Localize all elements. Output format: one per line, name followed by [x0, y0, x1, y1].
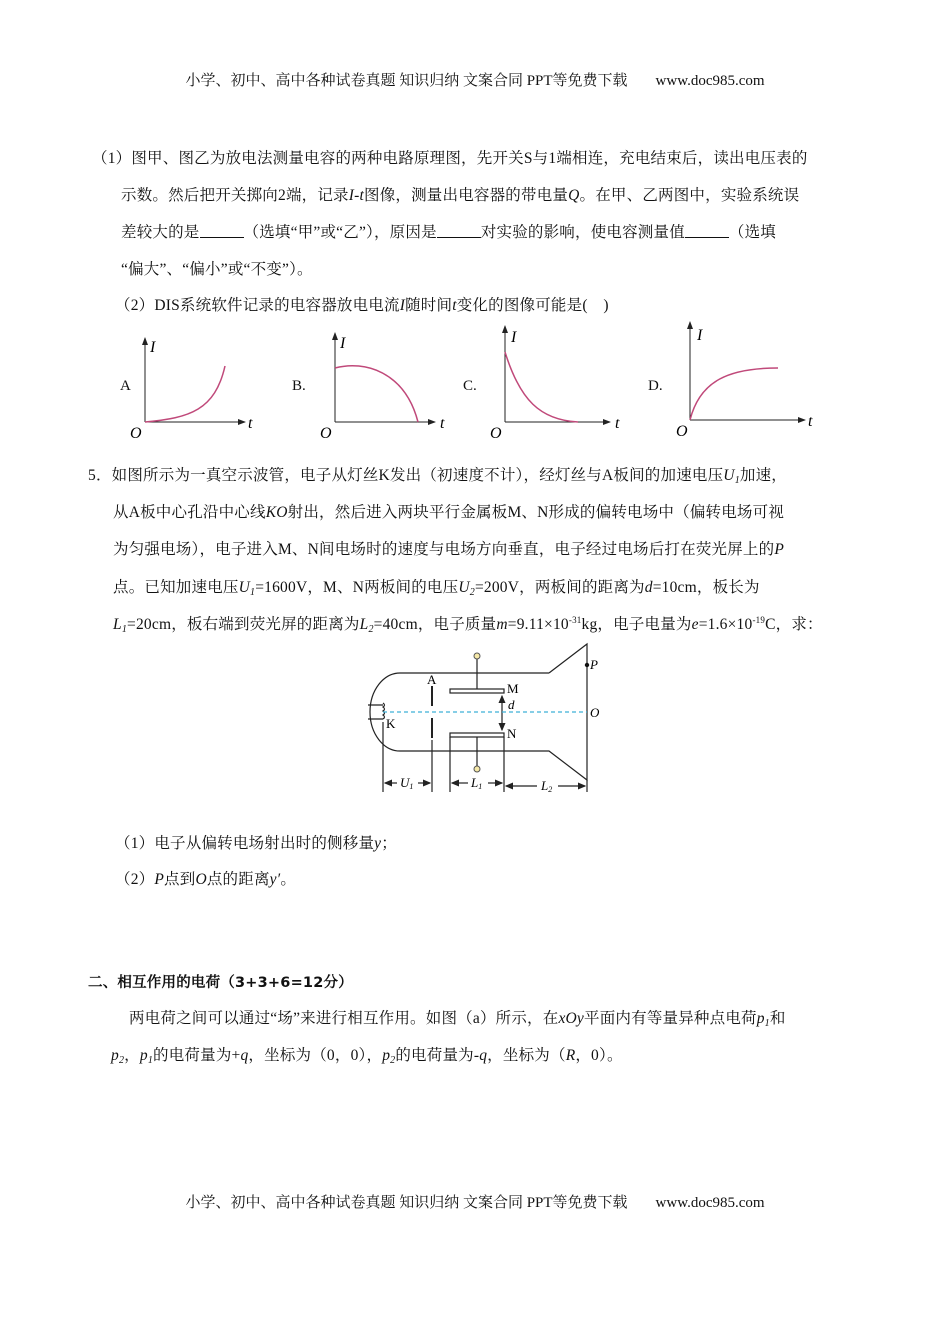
point-p [585, 663, 589, 667]
text-segment: 点的距离 [206, 871, 270, 888]
text-segment: ，坐标为（ [487, 1047, 566, 1064]
axis-label-i: I [340, 335, 346, 352]
text-segment: -19 [752, 615, 766, 625]
text-segment: KO [265, 504, 288, 521]
text-segment: y [374, 835, 382, 852]
text-segment: ，坐标为（0，0）， [248, 1047, 383, 1064]
text-segment: 点。已知加速电压 [113, 579, 239, 596]
text-segment: L [113, 616, 122, 633]
option-d-label[interactable]: D. [648, 378, 663, 394]
text-line [115, 867, 296, 889]
plate-m [450, 689, 504, 693]
answer-blank[interactable] [685, 223, 729, 238]
text-segment: 射出，然后进入两块平行金属板M、N形成的偏转电场中（偏转电场可视 [287, 504, 785, 521]
footer-text: 小学、初中、高中各种试卷真题 知识归纳 文案合同 PPT等免费下载 [185, 1195, 628, 1211]
option-b-label[interactable]: B. [292, 378, 306, 394]
text-segment: 1 [734, 475, 740, 486]
header-text: 小学、初中、高中各种试卷真题 知识归纳 文案合同 PPT等免费下载 [185, 73, 628, 89]
text-segment: =40cm，电子质量 [373, 616, 497, 633]
text-segment: 2 [469, 587, 475, 598]
axis-label-i: I [697, 327, 703, 344]
text-segment: kg，电子电量为 [581, 616, 692, 633]
current-curve [505, 352, 578, 422]
text-segment: 为匀强电场），电子进入M、N间电场时的速度与电场方向垂直，电子经过电场后打在荧光屏上的 [113, 541, 775, 558]
text-segment: 图像，测量出电容器的带电量 [364, 187, 569, 204]
text-line [113, 537, 784, 559]
text-segment: P [774, 541, 785, 558]
text-line [115, 831, 397, 853]
text-segment: 随时间 [405, 297, 453, 314]
text-segment: t [452, 297, 457, 314]
text-segment: 二、相互作用的电荷（3+3+6=12分） [88, 975, 353, 991]
text-segment: p [111, 1047, 119, 1064]
option-b-graph[interactable] [320, 333, 445, 442]
axis-label-t: t [248, 415, 253, 432]
text-segment: I [399, 297, 406, 314]
section-heading [88, 971, 353, 992]
text-segment: d [644, 579, 653, 596]
origin-label: O [320, 425, 332, 442]
footer-url: www.doc985.com [655, 1195, 765, 1211]
axis-label-t: t [440, 415, 445, 432]
text-segment: =1.6×10 [698, 616, 753, 633]
current-curve [145, 366, 225, 422]
text-segment: “偏大”、“偏小”或“不变”）。 [121, 261, 313, 278]
text-segment: 1 [121, 624, 128, 635]
oscilloscope-tube-diagram [355, 640, 615, 800]
text-segment: 2 [390, 1055, 396, 1066]
text-segment: 和 [769, 1010, 786, 1027]
current-curve [335, 366, 418, 422]
text-line [111, 1043, 623, 1066]
text-segment: 从A板中心孔沿中心线 [113, 504, 266, 521]
text-line [88, 463, 787, 486]
label-k: K [386, 716, 396, 731]
text-segment: 。 [280, 871, 297, 888]
text-segment: 差较大的是 [121, 224, 200, 241]
origin-label: O [130, 425, 142, 442]
text-segment: y′ [269, 871, 281, 888]
text-segment: q [240, 1047, 249, 1064]
text-segment: 示数。然后把开关掷向2端，记录 [121, 187, 349, 204]
text-segment: ， [124, 1047, 140, 1064]
text-segment: 点到 [164, 871, 196, 888]
text-segment: O [195, 871, 207, 888]
text-line [113, 575, 760, 598]
text-segment: R [565, 1047, 576, 1064]
axis-label-t: t [615, 415, 620, 432]
page-header [0, 69, 950, 90]
text-segment: Q [568, 187, 580, 204]
text-segment: 两电荷之间可以通过“场”来进行相互作用。如图（a）所示，在 [129, 1010, 559, 1027]
text-segment: （2）DIS系统软件记录的电容器放电电流 [115, 297, 400, 314]
option-c-label[interactable]: C. [463, 378, 477, 394]
terminal-n [474, 766, 480, 772]
text-segment: U [723, 467, 735, 484]
label-m: M [507, 681, 519, 696]
text-segment: 1 [250, 587, 256, 598]
answer-blank[interactable] [200, 223, 244, 238]
label-d: d [508, 697, 515, 712]
text-segment: =10cm，板长为 [652, 579, 760, 596]
text-line [121, 257, 313, 279]
plate-n [450, 733, 504, 737]
text-segment: 5．如图所示为一真空示波管，电子从灯丝K发出（初速度不计），经灯丝与A板间的加速电压 [88, 467, 724, 484]
text-segment: m [496, 616, 508, 633]
text-segment: （2） [115, 871, 155, 888]
text-segment: 变化的图像可能是( ) [456, 297, 609, 314]
text-segment: L [359, 616, 369, 633]
text-segment: ； [381, 835, 397, 852]
header-url: www.doc985.com [655, 73, 765, 89]
text-segment: e [691, 616, 699, 633]
text-segment: U [238, 579, 251, 596]
label-l2: L2 [541, 778, 553, 794]
option-a-graph[interactable] [130, 338, 253, 442]
text-segment: 加速， [739, 467, 788, 484]
text-segment: 的电荷量为- [395, 1047, 480, 1064]
text-segment: 1 [764, 1018, 770, 1029]
origin-label: O [676, 423, 688, 440]
text-segment: 1 [147, 1055, 154, 1066]
text-segment: p [139, 1047, 148, 1064]
answer-blank[interactable] [437, 223, 481, 238]
text-line [92, 146, 808, 168]
text-segment: ，0）。 [575, 1047, 623, 1064]
axis-label-i: I [511, 329, 517, 346]
text-segment: 平面内有等量异种点电荷 [584, 1010, 757, 1027]
text-segment: （选填“甲”或“乙”），原因是 [243, 224, 437, 241]
filament-coil [383, 703, 385, 719]
label-o: O [590, 705, 600, 720]
text-line [113, 612, 823, 635]
text-segment: 。在甲、乙两图中，实验系统误 [579, 187, 800, 204]
label-l1: L1 [471, 775, 483, 791]
text-segment: =20cm，板右端到荧光屏的距离为 [127, 616, 360, 633]
text-line [121, 183, 799, 205]
text-segment: （1）图甲、图乙为放电法测量电容的两种电路原理图，先开关S与1端相连，充电结束后，读出电压表的 [92, 150, 808, 167]
terminal-m [474, 653, 480, 659]
text-segment: 对实验的影响，使电容测量值 [480, 224, 685, 241]
current-curve [690, 368, 778, 420]
label-n: N [507, 726, 517, 741]
text-segment: C，求： [765, 616, 823, 633]
text-segment: U [458, 579, 470, 596]
text-segment: 2 [368, 624, 374, 635]
text-line [113, 500, 784, 522]
text-segment: （1）电子从偏转电场射出时的侧移量 [115, 835, 375, 852]
text-segment: q [479, 1047, 488, 1064]
label-a: A [427, 672, 437, 687]
origin-label: O [490, 425, 502, 442]
page-footer [0, 1191, 950, 1212]
text-segment: -31 [568, 615, 582, 625]
label-u1: U1 [400, 775, 414, 791]
text-segment: =1600V，M、N两板间的电压 [255, 579, 459, 596]
text-segment: P [154, 871, 165, 888]
text-segment: 2 [118, 1055, 125, 1066]
text-line [129, 1006, 786, 1029]
axis-label-t: t [808, 413, 813, 430]
option-d-graph[interactable] [676, 322, 813, 440]
axis-label-i: I [150, 339, 156, 356]
text-segment: I-t [348, 187, 364, 204]
option-a-label[interactable]: A [120, 378, 131, 394]
text-segment: xOy [558, 1010, 585, 1027]
text-segment: p [382, 1047, 391, 1064]
text-segment: =9.11×10 [507, 616, 569, 633]
text-segment: p [756, 1010, 765, 1027]
text-line [121, 220, 776, 242]
text-segment: =200V，两板间的距离为 [474, 579, 645, 596]
option-c-graph[interactable] [490, 326, 620, 442]
text-segment: （选填 [728, 224, 777, 241]
label-p: P [590, 657, 598, 672]
text-segment: 的电荷量为+ [153, 1047, 241, 1064]
